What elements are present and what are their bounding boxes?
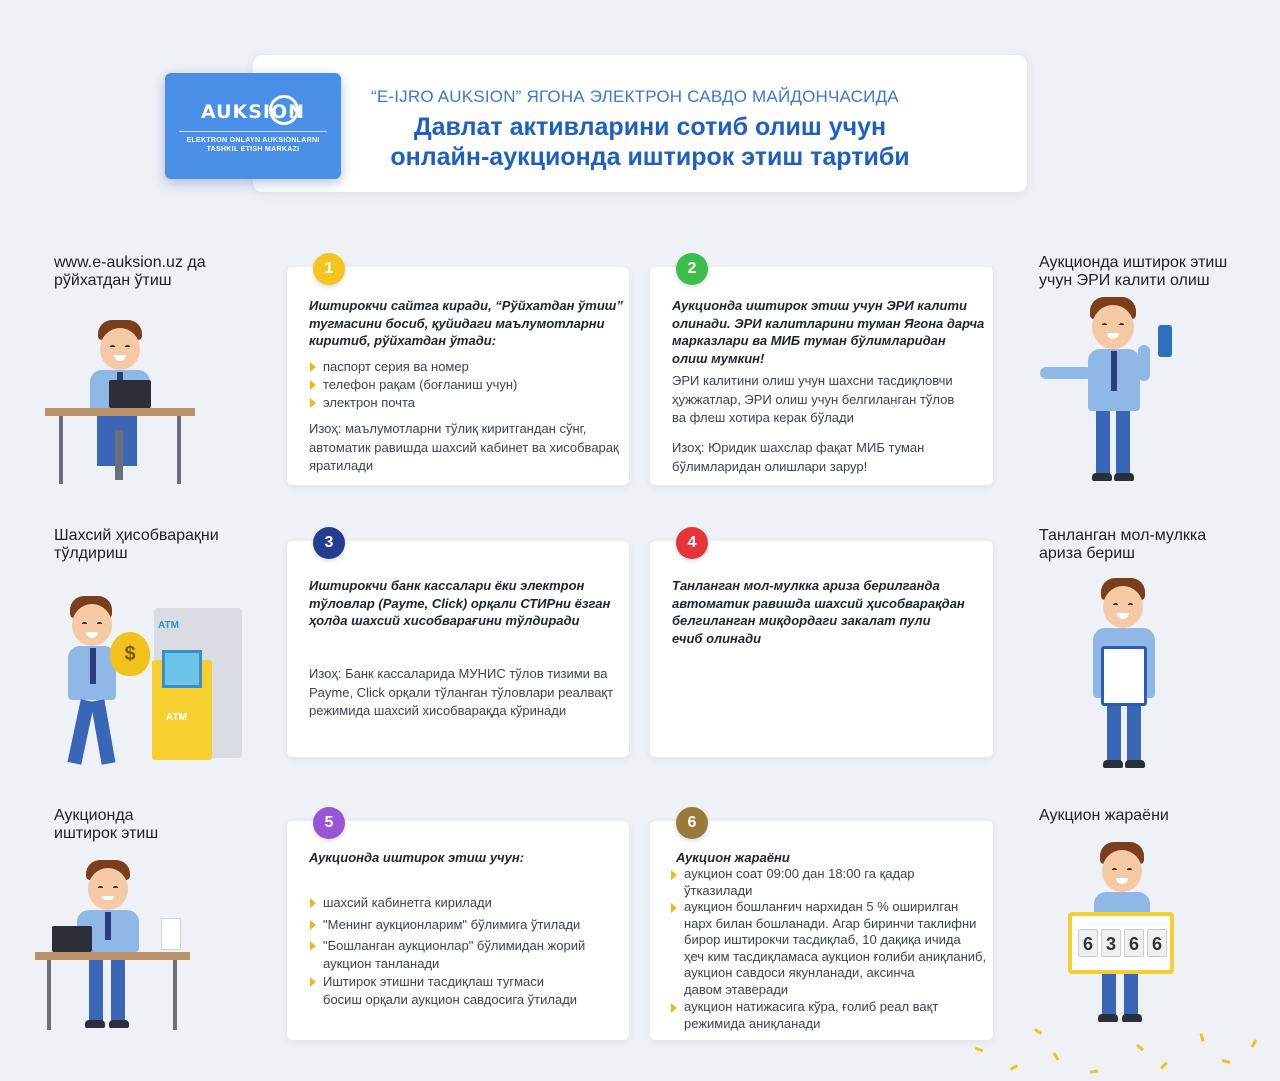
score-digit: 3	[1101, 929, 1121, 957]
step-card-3	[287, 534, 629, 757]
caption-step4: Танланган мол-мулкка ариза бериш	[1039, 527, 1207, 562]
step-number-badge: 1	[313, 253, 345, 285]
step-lead-text: Аукционда иштирок этиш учун:	[309, 850, 525, 865]
head	[1103, 586, 1143, 628]
step-number-badge: 2	[676, 253, 708, 285]
desk	[45, 408, 195, 416]
money-bag-icon: $	[110, 632, 150, 676]
logo-text: AUKSION	[200, 101, 306, 123]
head	[72, 604, 112, 646]
step-card-5	[287, 814, 629, 1040]
bullet-item: аукцион соат 09:00 дан 18:00 га қадар ўтказилади	[670, 866, 915, 899]
page-title: Давлат активларини сотиб олиш учун онлайн-аукционда иштирок этиш тартиби	[390, 113, 910, 171]
head	[1092, 305, 1134, 349]
bullet-item: "Бошланган аукционлар" бўлимидан жорий аукцион танланади	[309, 937, 585, 973]
head	[88, 868, 128, 910]
step-card-6	[650, 814, 993, 1040]
score-digit: 6	[1078, 929, 1098, 957]
usb-key-icon	[1158, 325, 1172, 357]
step-lead-text: Аукцион жараёни	[676, 850, 790, 865]
clipboard-icon	[1101, 646, 1147, 706]
caption-step2: Аукционда иштирок этиш учун ЭРИ калити олиш	[1039, 254, 1228, 289]
step-number-badge: 6	[676, 807, 708, 839]
illustration-man-scoreboard	[1068, 840, 1180, 1025]
laptop-icon	[52, 926, 92, 952]
bullet-item: Иштирок этишни тасдиқлаш тугмаси босиш орқали аукцион савдосига ўтилади	[309, 973, 577, 1009]
scoreboard	[1068, 912, 1174, 974]
illustration-man-desk-documents	[35, 860, 190, 1032]
bullet-item: шахсий кабинетга кирилади	[309, 894, 492, 912]
laptop-icon	[109, 380, 151, 408]
step-lead-text: Танланган мол-мулкка ариза берилганда автоматик равишда шахсий ҳисобварақдан белгиланган миқдордаги закалат пули ечиб олинади	[672, 578, 965, 646]
atm-label-bottom: ATM	[166, 712, 187, 723]
caption-step6: Аукцион жараёни	[1039, 807, 1169, 824]
logo-divider	[179, 131, 327, 132]
step-note: Изоҳ: Юридик шахслар фақат МИБ туман бўлимларидан олишлари зарур!	[672, 440, 925, 474]
caption-step3: Шахсий ҳисобварақни тўлдириш	[54, 527, 219, 562]
illustration-man-clipboard	[1075, 578, 1175, 773]
header-subtitle: “E-IJRO AUKSION” ЯГОНА ЭЛЕКТРОН САВДО МАЙДОНЧАСИДА	[371, 87, 899, 106]
score-digit: 6	[1124, 929, 1144, 957]
auksion-logo[interactable]	[165, 73, 341, 179]
step-text: ЭРИ калитини олиш учун шахсни тасдиқловчи ҳужжатлар, ЭРИ олиш учун белгиланган тўлов ва флеш хотира керак бўлади	[672, 373, 955, 425]
step-note: Изоҳ: маълумотларни тўлиқ киритгандан сўнг, автоматик равишда шахсий кабинет ва хисобварақ яратилади	[309, 421, 619, 473]
illustration-man-usb-key	[1040, 295, 1180, 485]
head	[100, 328, 140, 370]
bullet-item: паспорт серия ва номер	[309, 358, 469, 376]
head	[1102, 850, 1142, 892]
step-number-badge: 3	[313, 527, 345, 559]
document-icon	[161, 918, 181, 950]
atm-label-top: ATM	[158, 620, 179, 631]
step-lead-text: Иштирокчи сайтга киради, “Рўйхатдан ўтиш” тугмасини босиб, қуйидаги маълумотларни киритиб, рўйхатдан ўтади:	[309, 298, 623, 348]
step-note: Изоҳ: Банк кассаларида МУНИС тўлов тизими ва Payme, Click орқали тўланган тўловлари реалвақт режимида шахсий хисобварақда кўринади	[309, 666, 614, 718]
step-lead-text: Аукционда иштирок этиш учун ЭРИ калити олинади. ЭРИ калитларини туман Ягона дарча марказлари ва МИБ туман бўлимларидан олиш мумкин!	[672, 298, 985, 366]
bullet-item: "Менинг аукционларим" бўлимига ўтилади	[309, 916, 580, 934]
logo-ring-icon	[269, 95, 299, 125]
caption-step5: Аукционда иштирок этиш	[54, 807, 159, 842]
bullet-item: телефон рақам (боғланиш учун)	[309, 376, 517, 394]
step-card-2	[650, 260, 993, 485]
illustration-man-atm	[62, 590, 252, 780]
atm-screen	[162, 650, 202, 688]
bullet-item: аукцион натижасига кўра, ғолиб реал вақт режимида аниқланади	[670, 999, 938, 1032]
bullet-item: электрон почта	[309, 394, 415, 412]
illustration-man-at-desk	[45, 320, 195, 485]
step-card-4	[650, 534, 993, 757]
step-card-1	[287, 260, 629, 485]
step-number-badge: 5	[313, 807, 345, 839]
caption-step1: www.e-auksion.uz да рўйхатдан ўтиш	[54, 254, 206, 289]
step-number-badge: 4	[676, 527, 708, 559]
score-digit: 6	[1147, 929, 1167, 957]
logo-subtitle: ELEKTRON ONLAYN AUKSIONLARNI TASHKIL ETISH MARKAZI	[186, 137, 320, 153]
bullet-item: аукцион бошланғич нархидан 5 % оширилган нарх билан бошланади. Агар биринчи таклифни бирор иштирокчи тасдиқлаб, 10 дақиқа ичида ҳеч ким тасдиқламаса аукцион ғолиби аниқланиб, аукцион савдоси якунланади, аксинча давом этаверади	[670, 899, 986, 998]
step-lead-text: Иштирокчи банк кассалари ёки электрон тўловлар (Payme, Click) орқали СТИРни ёзган ҳолда шахсий хисобварағини тўлдиради	[309, 578, 611, 628]
